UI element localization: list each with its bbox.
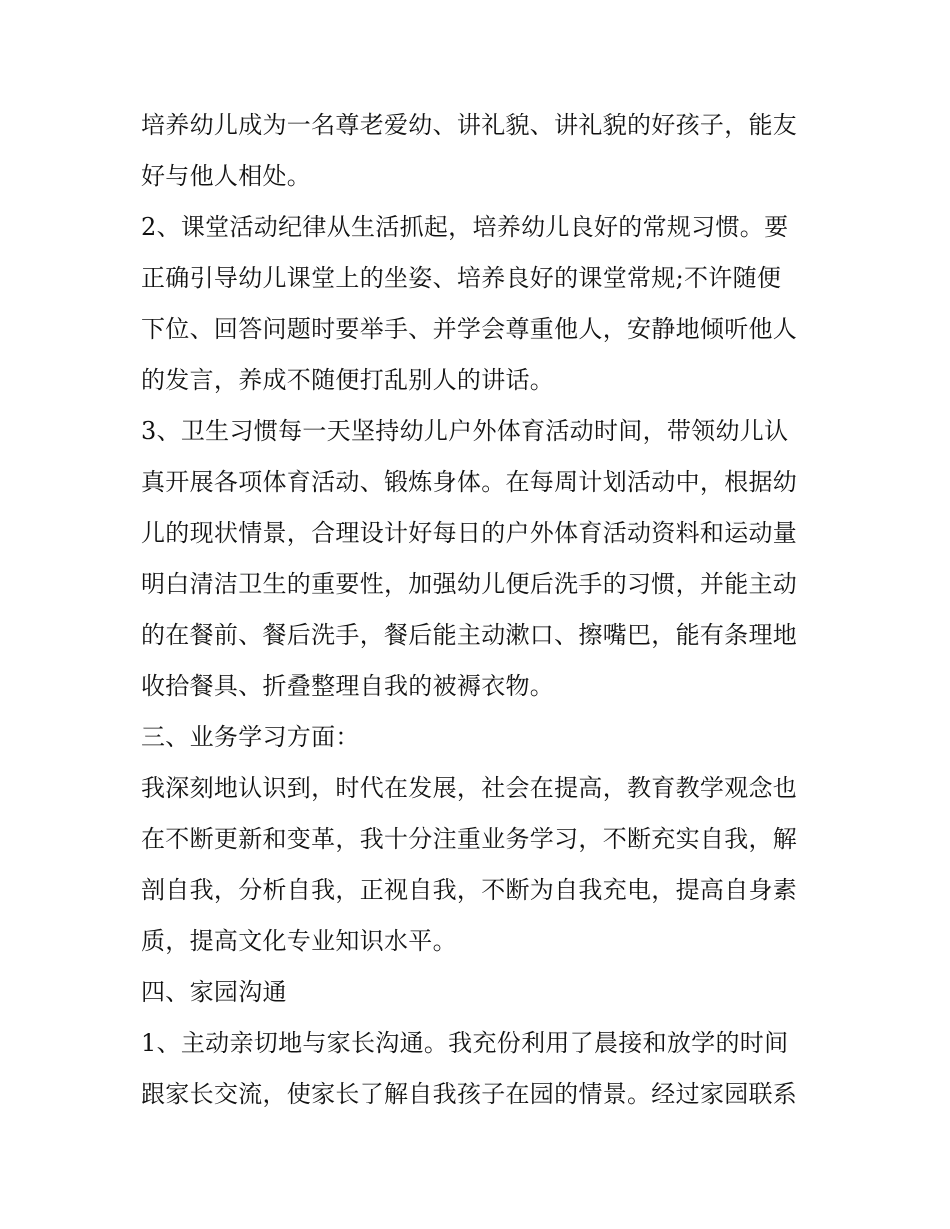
text-line: 1、主动亲切地与家长沟通。我充份利用了晨接和放学的时间 [141,1029,789,1057]
text-line: 好与他人相处。 [141,162,312,190]
text-line: 儿的现状情景，合理设计好每日的户外体育活动资料和运动量 [141,519,798,547]
text-line: 质，提高文化专业知识水平。 [141,927,457,955]
section-heading: 四、家园沟通 [141,978,287,1006]
text-line: 收拾餐具、折叠整理自我的被褥衣物。 [141,672,555,700]
text-line: 在不断更新和变革，我十分注重业务学习，不断充实自我，解 [141,825,798,853]
text-line: 的发言，养成不随便打乱别人的讲话。 [141,366,555,394]
text-line: 2、课堂活动纪律从生活抓起，培养幼儿良好的常规习惯。要 [141,213,789,241]
text-line: 我深刻地认识到，时代在发展，社会在提高，教育教学观念也 [141,774,798,802]
text-line: 跟家长交流，使家长了解自我孩子在园的情景。经过家园联系 [141,1080,798,1108]
section-heading: 三、业务学习方面： [141,723,360,751]
document-body [141,100,821,1120]
text-line: 明白清洁卫生的重要性，加强幼儿便后洗手的习惯，并能主动 [141,570,798,598]
text-line: 培养幼儿成为一名尊老爱幼、讲礼貌、讲礼貌的好孩子，能友 [141,111,798,139]
text-line: 3、卫生习惯每一天坚持幼儿户外体育活动时间，带领幼儿认 [141,417,789,445]
text-line: 的在餐前、餐后洗手，餐后能主动漱口、擦嘴巴，能有条理地 [141,621,798,649]
text-line: 真开展各项体育活动、锻炼身体。在每周计划活动中，根据幼 [141,468,798,496]
text-line: 下位、回答问题时要举手、并学会尊重他人，安静地倾听他人 [141,315,798,343]
text-line: 剖自我，分析自我，正视自我，不断为自我充电，提高自身素 [141,876,798,904]
text-line: 正确引导幼儿课堂上的坐姿、培养良好的课堂常规;不许随便 [141,264,782,292]
